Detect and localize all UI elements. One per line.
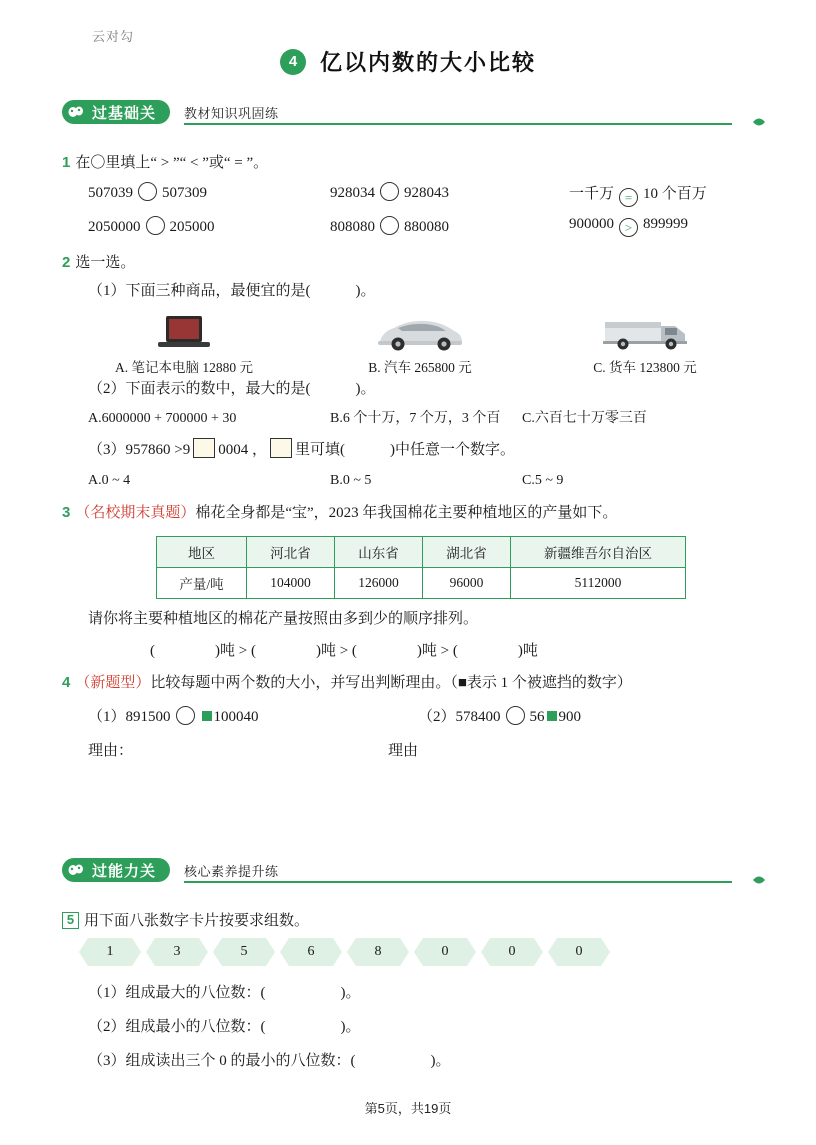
question-5-number: 5 [62,912,79,929]
question-2-sub1: （1）下面三种商品，最便宜的是( )。 [88,283,376,299]
page-title [0,46,816,77]
question-2-sub2: （2）下面表示的数中，最大的是( )。 [88,381,376,397]
q3-answer-line[interactable]: ( )吨 > ( )吨 > ( )吨 > ( )吨 [150,643,538,659]
question-2-text: 选一选。 [75,255,136,271]
table-header-1: 河北省 [247,537,335,568]
question-4-tag: （新题型） [75,675,151,691]
opt-c-letter: C. [593,360,606,375]
table-cell-3: 96000 [423,568,511,599]
table-header-4: 新疆维吾尔自治区 [511,537,686,568]
product-option-b[interactable] [320,310,520,376]
question-1 [62,152,268,175]
q4-item1-masked-digit [202,711,212,721]
q3-prompt: 请你将主要种植地区的棉花产量按照由多到少的顺序排列。 [88,611,479,627]
question-3 [62,502,617,525]
q2-option-3b[interactable]: B.0 ~ 5 [330,473,372,488]
q1-r2i2-circle[interactable] [380,216,399,235]
q4-item2-right: 56 [529,709,545,725]
product-b-label [320,356,520,376]
question-4-number: 4 [62,674,71,691]
table-cell-2: 126000 [335,568,423,599]
q4-reason-1[interactable]: 理由： [88,743,134,759]
table-cell-4: 5112000 [511,568,686,599]
q1-row1-item1 [88,182,207,202]
question-5 [62,910,309,933]
q1-r1i2-left: 928034 [330,185,375,201]
question-1-text: 在〇里填上“ > ”“ < ”或“ = ”。 [75,155,269,171]
question-4 [62,672,632,695]
digit-card[interactable]: 0 [557,938,601,966]
opt-c-name: 货车 123800 元 [609,360,697,375]
leaf-end-icon [752,873,766,887]
lesson-title-text: 亿以内数的大小比较 [319,50,536,75]
opt-a-letter: A. [115,360,129,375]
section-rule [184,123,732,125]
q4-item1-right: 100040 [213,709,259,725]
q1-r1i3-circle[interactable]: = [619,188,638,207]
q1-r2i2-left: 808080 [330,219,375,235]
q2-sub3-pre: （3）957860 >9 [88,442,191,458]
question-2-number: 2 [62,254,71,271]
q1-row1-item3 [569,182,707,207]
digit-card[interactable]: 6 [289,938,333,966]
q4-item1-left: （1）891500 [88,709,171,725]
q1-r1i1-right: 507309 [162,185,207,201]
question-3-tag: （名校期末真题） [75,505,196,521]
section-tag-basic-label: 过基础关 [92,105,157,122]
q1-r1i1-left: 507039 [88,185,133,201]
lesson-number-badge: 4 [280,49,306,75]
page-footer: 第5页，共19页 [364,1101,452,1116]
q2-sub3-mid: 0004 ， [218,442,267,458]
watermark: 云对勾 [92,29,135,44]
digit-card[interactable]: 0 [490,938,534,966]
question-3-text: 棉花全身都是“宝”，2023 年我国棉花主要种植地区的产量如下。 [195,505,618,521]
section-rule [184,881,732,883]
digit-card[interactable]: 0 [423,938,467,966]
product-option-c[interactable] [540,310,750,376]
q1-r1i2-circle[interactable] [380,182,399,201]
opt-a-name: 笔记本电脑 12880 元 [131,360,253,375]
q1-r2i3-left: 900000 [569,216,614,232]
question-3-number: 3 [62,504,71,521]
q4-item2-left: （2）578400 [418,709,501,725]
leaf-icon [68,104,86,120]
q2-option-2b[interactable]: B.6 个十万，7 个万，3 个百 [330,411,501,426]
table-cell-1: 104000 [247,568,335,599]
q1-row1-item2 [330,182,449,202]
q1-row2-item2 [330,216,449,236]
section-tag-ability-label: 过能力关 [92,863,157,880]
q4-item2-right2: 900 [558,709,582,725]
laptop-icon [84,310,284,354]
q4-item-1 [88,706,259,729]
q5-item-2[interactable]: （2）组成最小的八位数：( )。 [88,1019,361,1035]
section-tag-basic [62,100,170,124]
table-header-0: 地区 [157,537,247,568]
section-subtitle-ability: 核心素养提升练 [184,864,279,879]
q1-r2i1-circle[interactable] [146,216,165,235]
leaf-icon [68,862,86,878]
q4-item1-circle[interactable] [176,706,195,725]
q4-item2-masked-digit [547,711,557,721]
q1-r2i3-circle[interactable]: > [619,218,638,237]
q2-option-2c[interactable]: C.六百七十万零三百 [522,411,647,426]
product-option-a[interactable] [84,310,284,376]
q4-reason-2[interactable]: 理由 [388,743,419,759]
opt-b-letter: B. [368,360,381,375]
q2-option-3c[interactable]: C.5 ~ 9 [522,473,564,488]
q1-r1i3-left: 一千万 [569,186,615,202]
table-header-2: 山东省 [335,537,423,568]
digit-card[interactable]: 5 [222,938,266,966]
question-2 [62,252,135,275]
truck-icon [540,310,750,354]
q1-r2i3-right: 899999 [643,216,688,232]
q2-sub3-post: 里可填( )中任意一个数字。 [294,442,515,458]
q1-r1i3-right: 10 个百万 [643,186,707,202]
table-cell-0: 产量/吨 [157,568,247,599]
q5-item-1[interactable]: （1）组成最大的八位数：( )。 [88,985,361,1001]
digit-card[interactable]: 8 [356,938,400,966]
q4-item2-circle[interactable] [506,706,525,725]
digit-card[interactable]: 3 [155,938,199,966]
q1-r2i1-left: 2050000 [88,219,141,235]
q1-row2-item3 [569,216,688,237]
cotton-yield-table [156,536,686,599]
digit-card[interactable]: 1 [88,938,132,966]
q4-item-2 [418,706,581,729]
product-a-label [84,356,284,376]
q1-r1i2-right: 928043 [404,185,449,201]
car-icon [320,310,520,354]
table-row [157,568,686,599]
q1-r1i1-circle[interactable] [138,182,157,201]
question-2-sub3 [88,438,515,462]
opt-b-name: 汽车 265800 元 [384,360,472,375]
question-4-text: 比较每题中两个数的大小，并写出判断理由。（■表示 1 个被遮挡的数字） [150,675,632,691]
section-tag-ability [62,858,170,882]
q2-blank-2[interactable] [270,438,292,458]
q1-r2i2-right: 880080 [404,219,449,235]
q2-option-2a[interactable]: A.6000000 + 700000 + 30 [88,411,237,426]
q2-blank-1[interactable] [193,438,215,458]
product-c-label [540,356,750,376]
question-5-text: 用下面八张数字卡片按要求组数。 [84,913,310,929]
table-header-3: 湖北省 [423,537,511,568]
section-subtitle-basic: 教材知识巩固练 [184,106,279,121]
section-header-basic [62,100,752,126]
digit-card-row [88,938,601,966]
q1-r2i1-right: 205000 [169,219,215,235]
q2-option-3a[interactable]: A.0 ~ 4 [88,473,131,488]
leaf-end-icon [752,115,766,129]
table-header-row [157,537,686,568]
q1-row2-item1 [88,216,215,236]
section-header-ability [62,858,752,884]
question-1-number: 1 [62,154,71,171]
q5-item-3[interactable]: （3）组成读出三个 0 的最小的八位数：( )。 [88,1053,451,1069]
